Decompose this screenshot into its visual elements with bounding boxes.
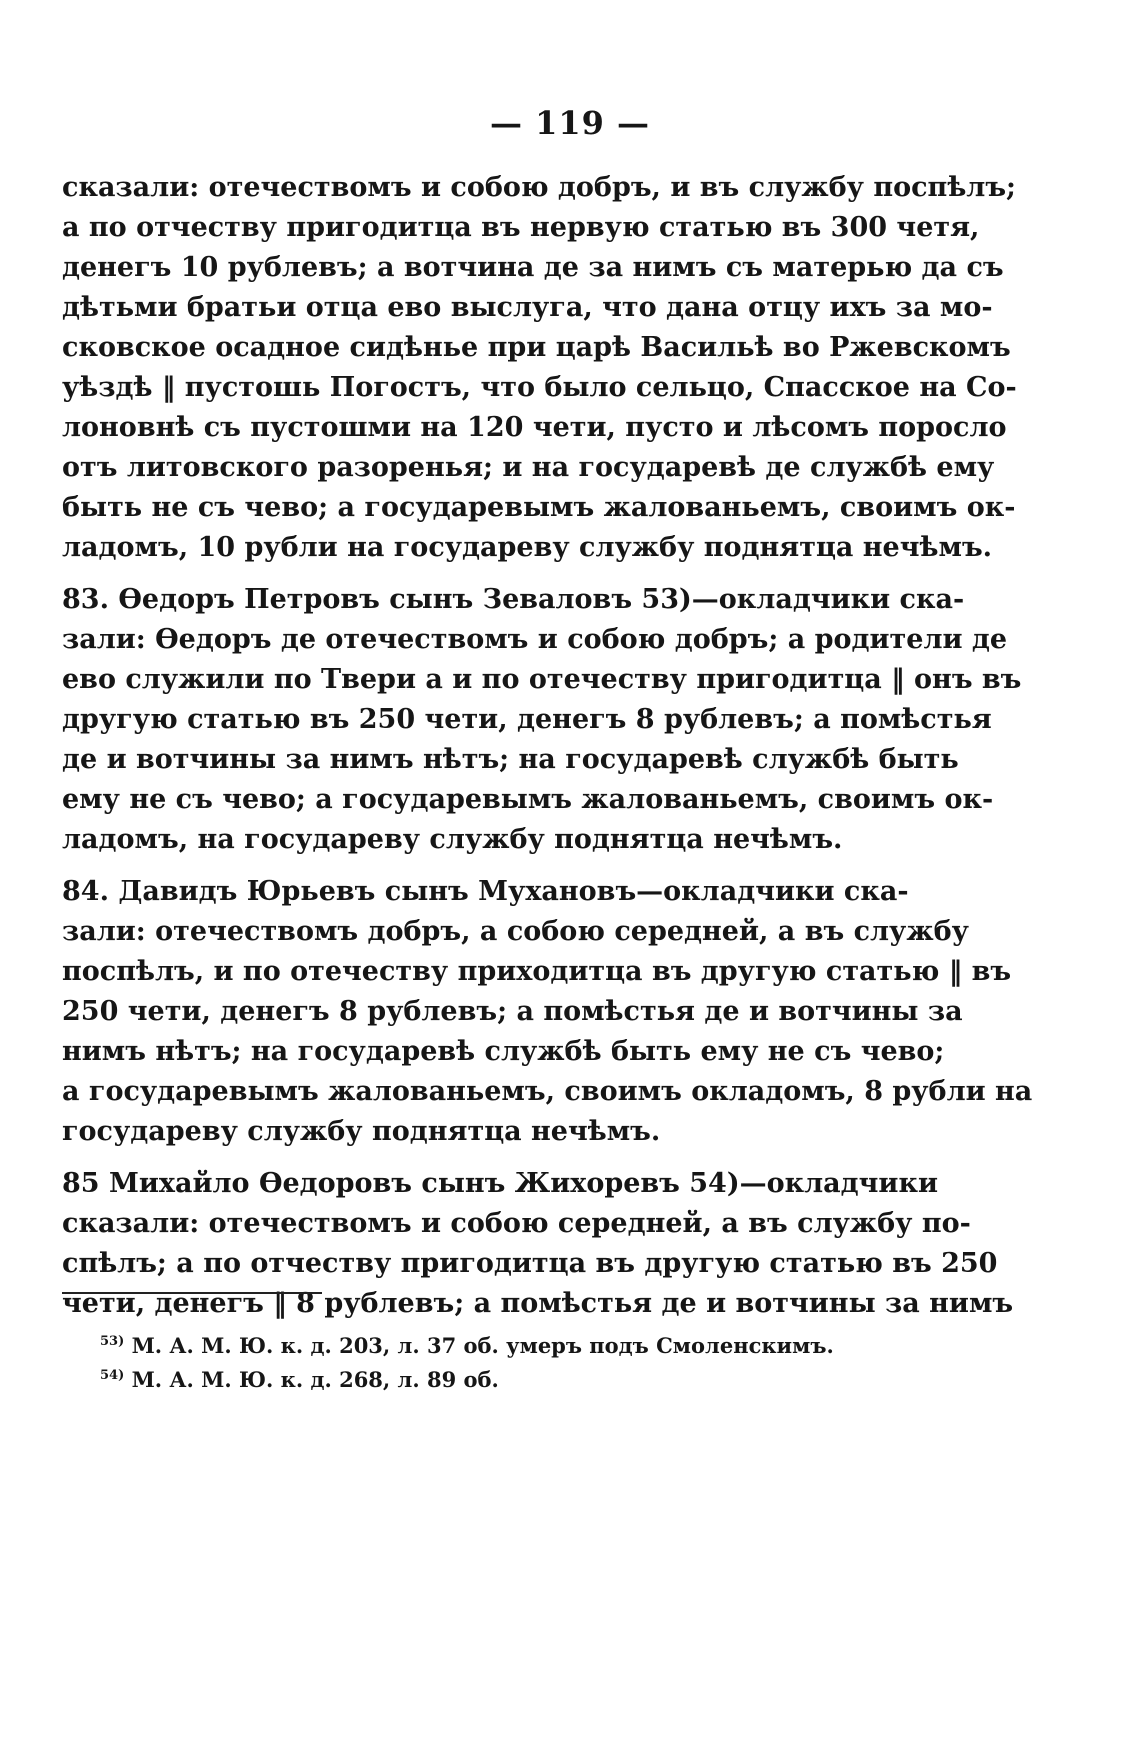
text-line: чети, денегъ ‖ 8 рублевъ; а помѣстья де и вотчины за нимъ [62,1288,1014,1319]
footnote-text: М. А. М. Ю. к. д. 268, л. 89 об. [131,1367,499,1392]
text-line: де и вотчины за нимъ нѣтъ; на государевѣ службѣ быть [62,744,959,775]
text-line: нимъ нѣтъ; на государевѣ службѣ быть ему не съ чево; [62,1036,945,1067]
footnote [100,1359,860,1393]
text-line: сказали: отечествомъ и собою середней, а въ службу по- [62,1208,971,1239]
text-line: спѣлъ; а по отчеству пригодитца въ другую статью въ 250 [62,1248,998,1279]
text-line: 84. Давидъ Юрьевъ сынъ Мухановъ—окладчики ска- [62,876,909,907]
page-number: — 119 — [489,104,651,142]
text-line: отъ литовского разоренья; и на государевѣ де службѣ ему [62,452,995,483]
text-line: дѣтьми братьи отца ево выслуга, что дана отцу ихъ за мо- [62,292,993,323]
text-line: быть не съ чево; а государевымъ жалованьемъ, своимъ ок- [62,492,1016,523]
text-line: лоновнѣ съ пустошми на 120 чети, пусто и лѣсомъ поросло [62,412,1007,443]
text-line: а государевымъ жалованьемъ, своимъ окладомъ, 8 рубли на [62,1076,1033,1107]
text-line: ево служили по Твери а и по отечеству пригодитца ‖ онъ въ [62,664,1022,695]
text-line: зали: отечествомъ добръ, а собою середней, а въ службу [62,916,969,947]
text-line: 83. Ѳедоръ Петровъ сынъ Зеваловъ 53)—окладчики ска- [62,584,965,615]
text-line: 250 чети, денегъ 8 рублевъ; а помѣстья де и вотчины за [62,996,963,1027]
text-line: зали: Ѳедоръ де отечествомъ и собою добръ; а родители де [62,624,1008,655]
text-line: ладомъ, 10 рубли на государеву службу поднятца нечѣмъ. [62,532,993,563]
footnote [100,1325,860,1359]
text-line: ладомъ, на государеву службу поднятца нечѣмъ. [62,824,843,855]
main-text [62,168,1033,1324]
text-line: сковское осадное сидѣнье при царѣ Васильѣ во Ржевскомъ [62,332,1011,363]
footnote-text: М. А. М. Ю. к. д. 203, л. 37 об. умеръ подъ Смоленскимъ. [131,1333,834,1358]
text-line: государеву службу поднятца нечѣмъ. [62,1116,661,1147]
text-line: поспѣлъ, и по отечеству приходитца въ другую статью ‖ въ [62,956,1012,987]
text-line: а по отчеству пригодитца въ нервую статью въ 300 четя, [62,212,980,243]
paragraph-gap [62,1152,842,1164]
text-line: 85 Михайло Ѳедоровъ сынъ Жихоревъ 54)—окладчики [62,1168,938,1199]
text-line: ему не съ чево; а государевымъ жалованьемъ, своимъ ок- [62,784,994,815]
text-line: другую статью въ 250 чети, денегъ 8 рублевъ; а помѣстья [62,704,992,735]
text-line: уѣздѣ ‖ пустошь Погостъ, что было сельцо, Спасское на Со- [62,372,1017,403]
paragraph-gap [62,860,842,872]
footnotes [100,1325,860,1393]
paragraph-gap [62,568,842,580]
footnote-mark: 53) [100,1334,125,1349]
text-line: денегъ 10 рублевъ; а вотчина де за нимъ съ матерью да съ [62,252,1004,283]
footnote-divider [62,1292,322,1294]
text-line: сказали: отечествомъ и собою добръ, и въ службу поспѣлъ; [62,172,1017,203]
footnote-mark: 54) [100,1368,125,1383]
